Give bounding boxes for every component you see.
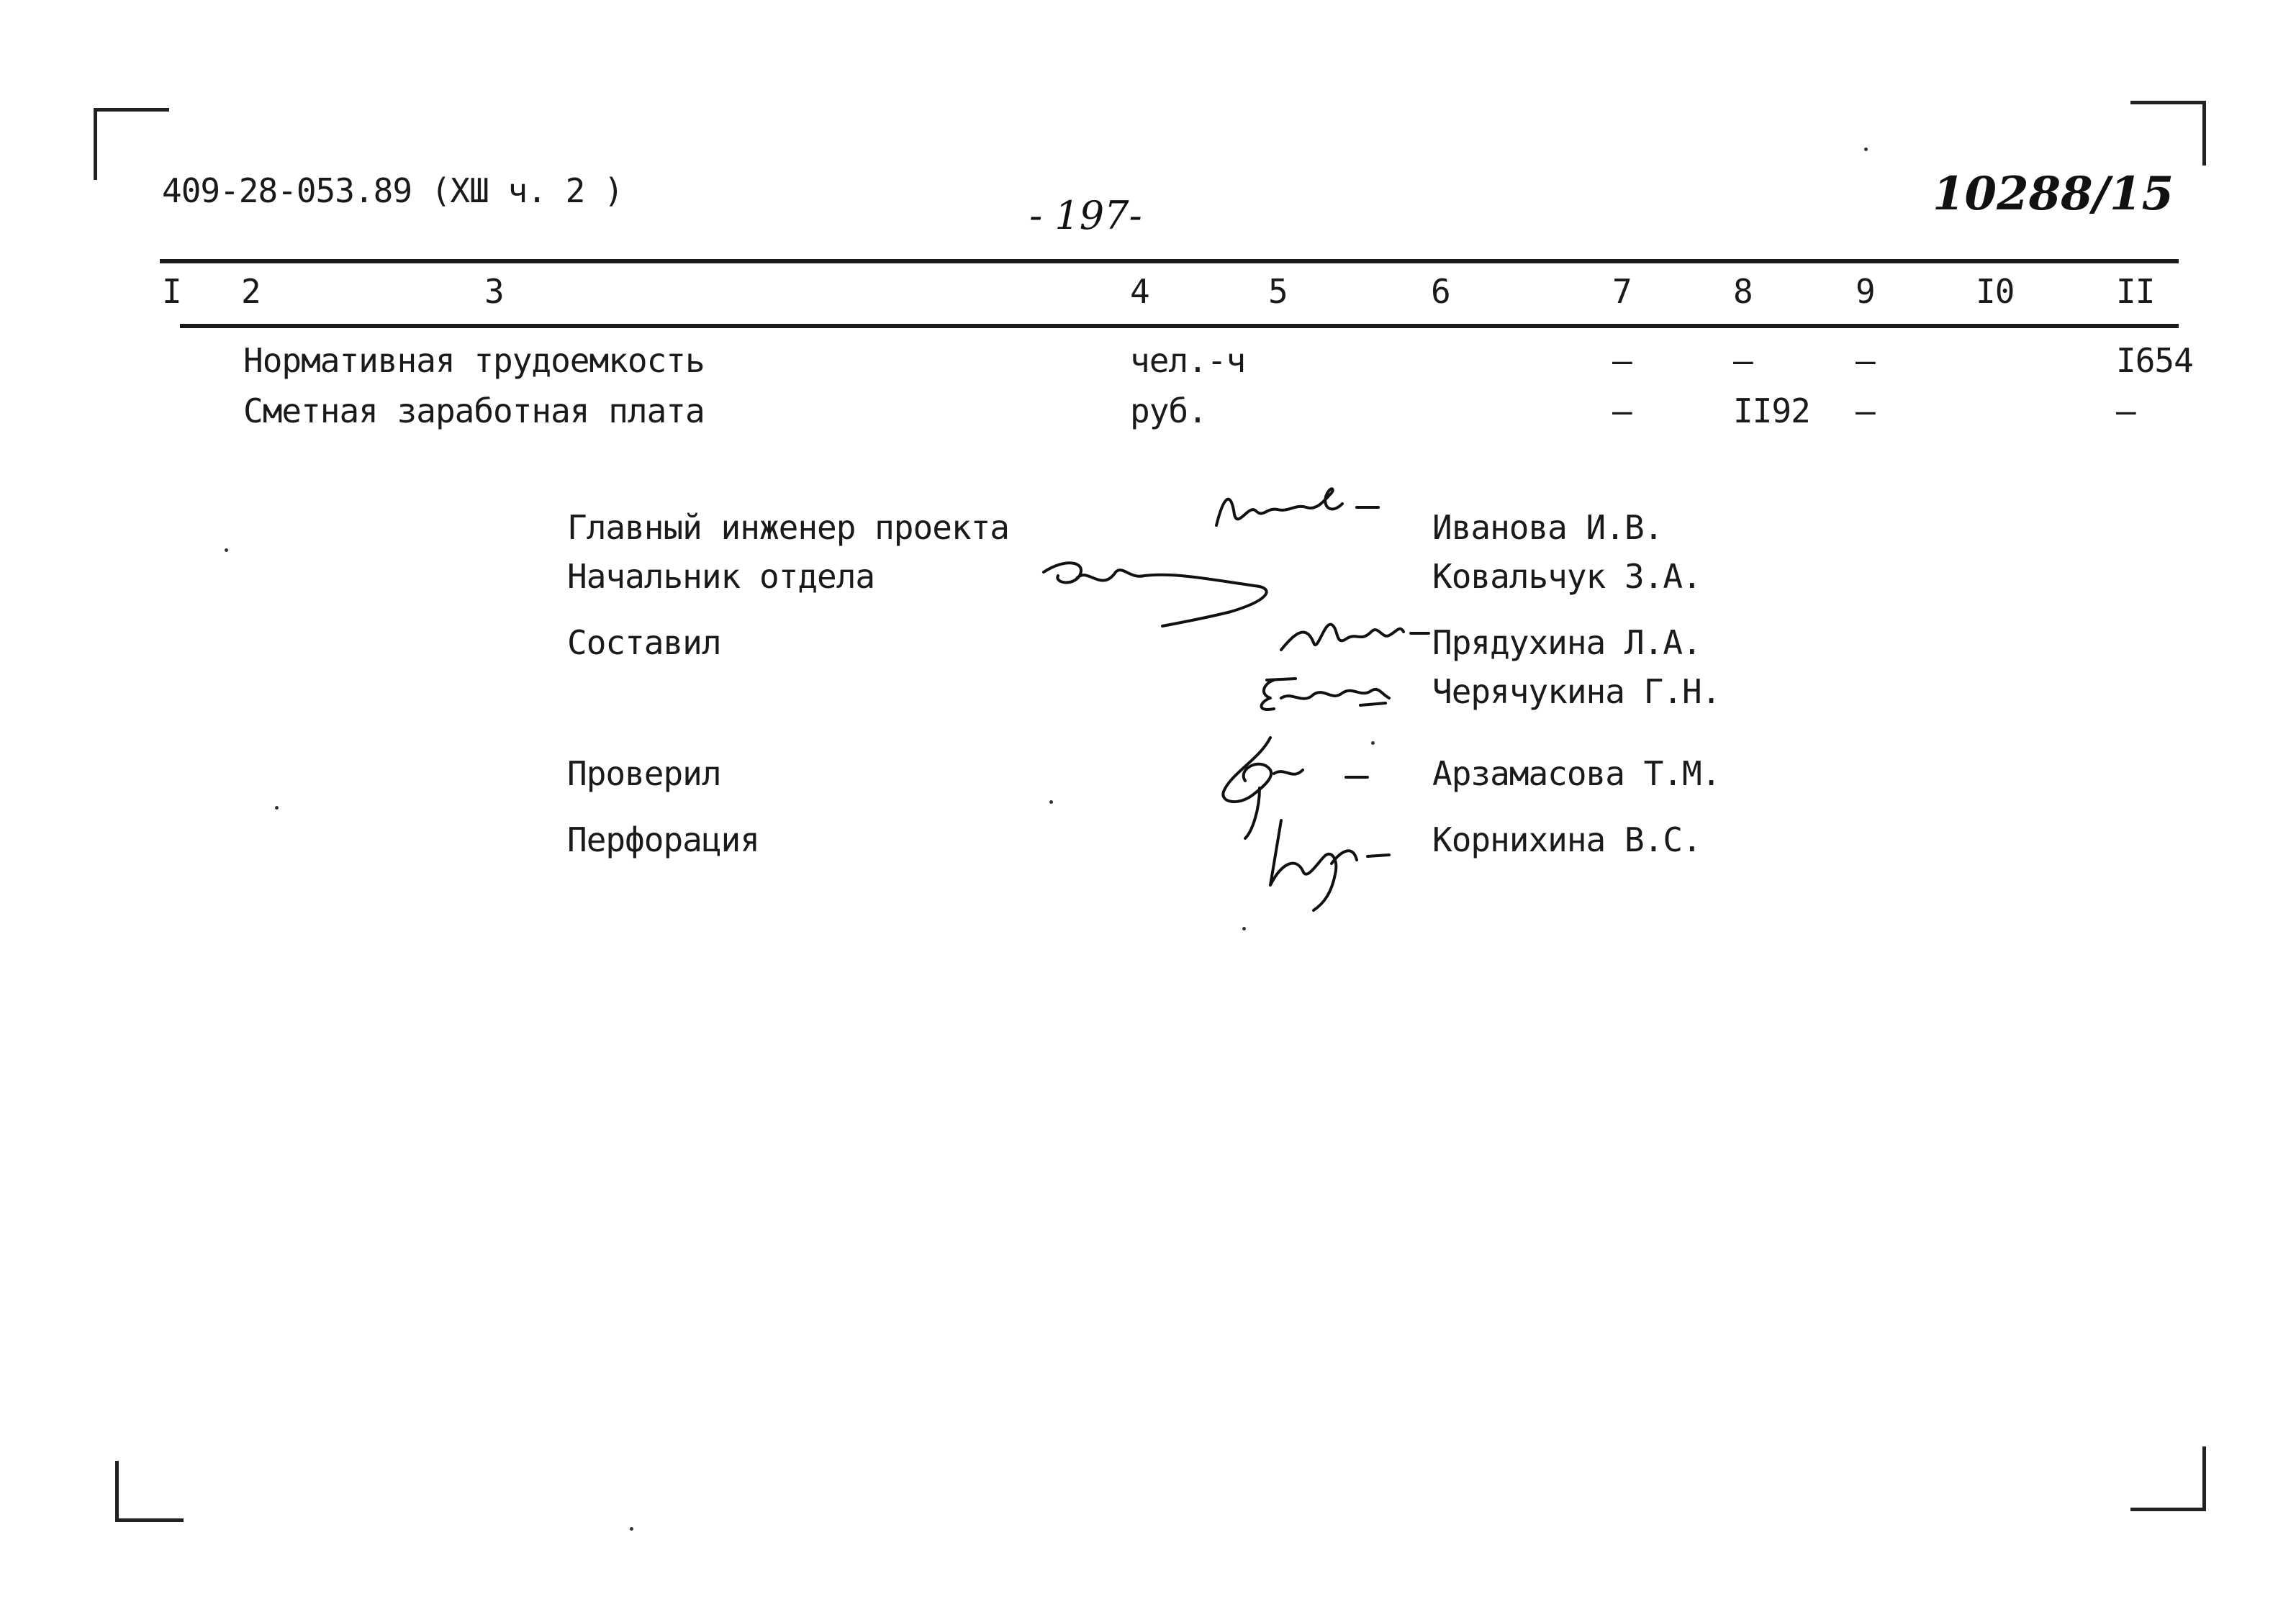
scan-speck (225, 548, 228, 552)
page-number: - 197- (1029, 193, 1142, 238)
document-code: 409-28-053.89 (ХШ ч. 2 ) (162, 171, 623, 210)
column-number: II (2116, 272, 2155, 311)
column-number: I (162, 272, 181, 311)
column-number: 2 (241, 272, 261, 311)
row-unit: руб. (1130, 391, 1207, 430)
signature-role: Составил (567, 623, 721, 662)
row-col-7: – (1612, 341, 1632, 380)
row-name: Нормативная трудоемкость (243, 341, 705, 380)
handwritten-signature (1274, 610, 1439, 661)
signature-person: Ковальчук З.А. (1432, 557, 1701, 596)
scan-speck (1371, 741, 1375, 745)
scan-speck (275, 806, 279, 810)
signature-person: Арзамасова Т.М. (1432, 754, 1721, 793)
signature-person: Черячукина Г.Н. (1432, 672, 1721, 711)
row-col-8: II92 (1733, 391, 1810, 430)
row-col-11: – (2116, 391, 2135, 430)
signature-person: Корнихина В.С. (1432, 820, 1701, 859)
table-top-rule (160, 259, 2179, 263)
column-number: 3 (484, 272, 504, 311)
row-unit: чел.-ч (1130, 341, 1246, 380)
row-col-9: – (1856, 391, 1875, 430)
signature-role: Главный инженер проекта (567, 508, 1009, 547)
column-number: 8 (1733, 272, 1753, 311)
scan-speck (630, 1527, 633, 1531)
signature-role: Перфорация (567, 820, 759, 859)
handwritten-signature (1238, 806, 1404, 914)
row-col-7: – (1612, 391, 1632, 430)
column-number: 9 (1856, 272, 1875, 311)
corner-mark-top-right (2130, 101, 2206, 166)
signature-person: Иванова И.В. (1432, 508, 1663, 547)
table-header-rule (180, 324, 2179, 328)
column-number: I0 (1976, 272, 2015, 311)
handwritten-signature (1209, 482, 1396, 540)
signature-person: Прядухина Л.А. (1432, 623, 1701, 662)
column-number: 6 (1431, 272, 1450, 311)
handwritten-signature (1036, 543, 1281, 644)
signature-role: Начальник отдела (567, 557, 875, 596)
corner-mark-bottom-right (2130, 1446, 2206, 1511)
archive-number: 10288/15 (1933, 167, 2174, 221)
scan-speck (1242, 927, 1246, 930)
row-col-11: I654 (2116, 341, 2193, 380)
row-col-8: – (1733, 341, 1753, 380)
signature-role: Проверил (567, 754, 721, 793)
handwritten-signature (1252, 666, 1396, 720)
corner-mark-top-left (94, 108, 169, 180)
row-name: Сметная заработная плата (243, 391, 705, 430)
corner-mark-bottom-left (115, 1461, 184, 1522)
column-number: 5 (1268, 272, 1288, 311)
row-col-9: – (1856, 341, 1875, 380)
column-number: 4 (1130, 272, 1149, 311)
scan-speck (1864, 148, 1868, 151)
scan-speck (1049, 800, 1053, 804)
column-number: 7 (1612, 272, 1632, 311)
